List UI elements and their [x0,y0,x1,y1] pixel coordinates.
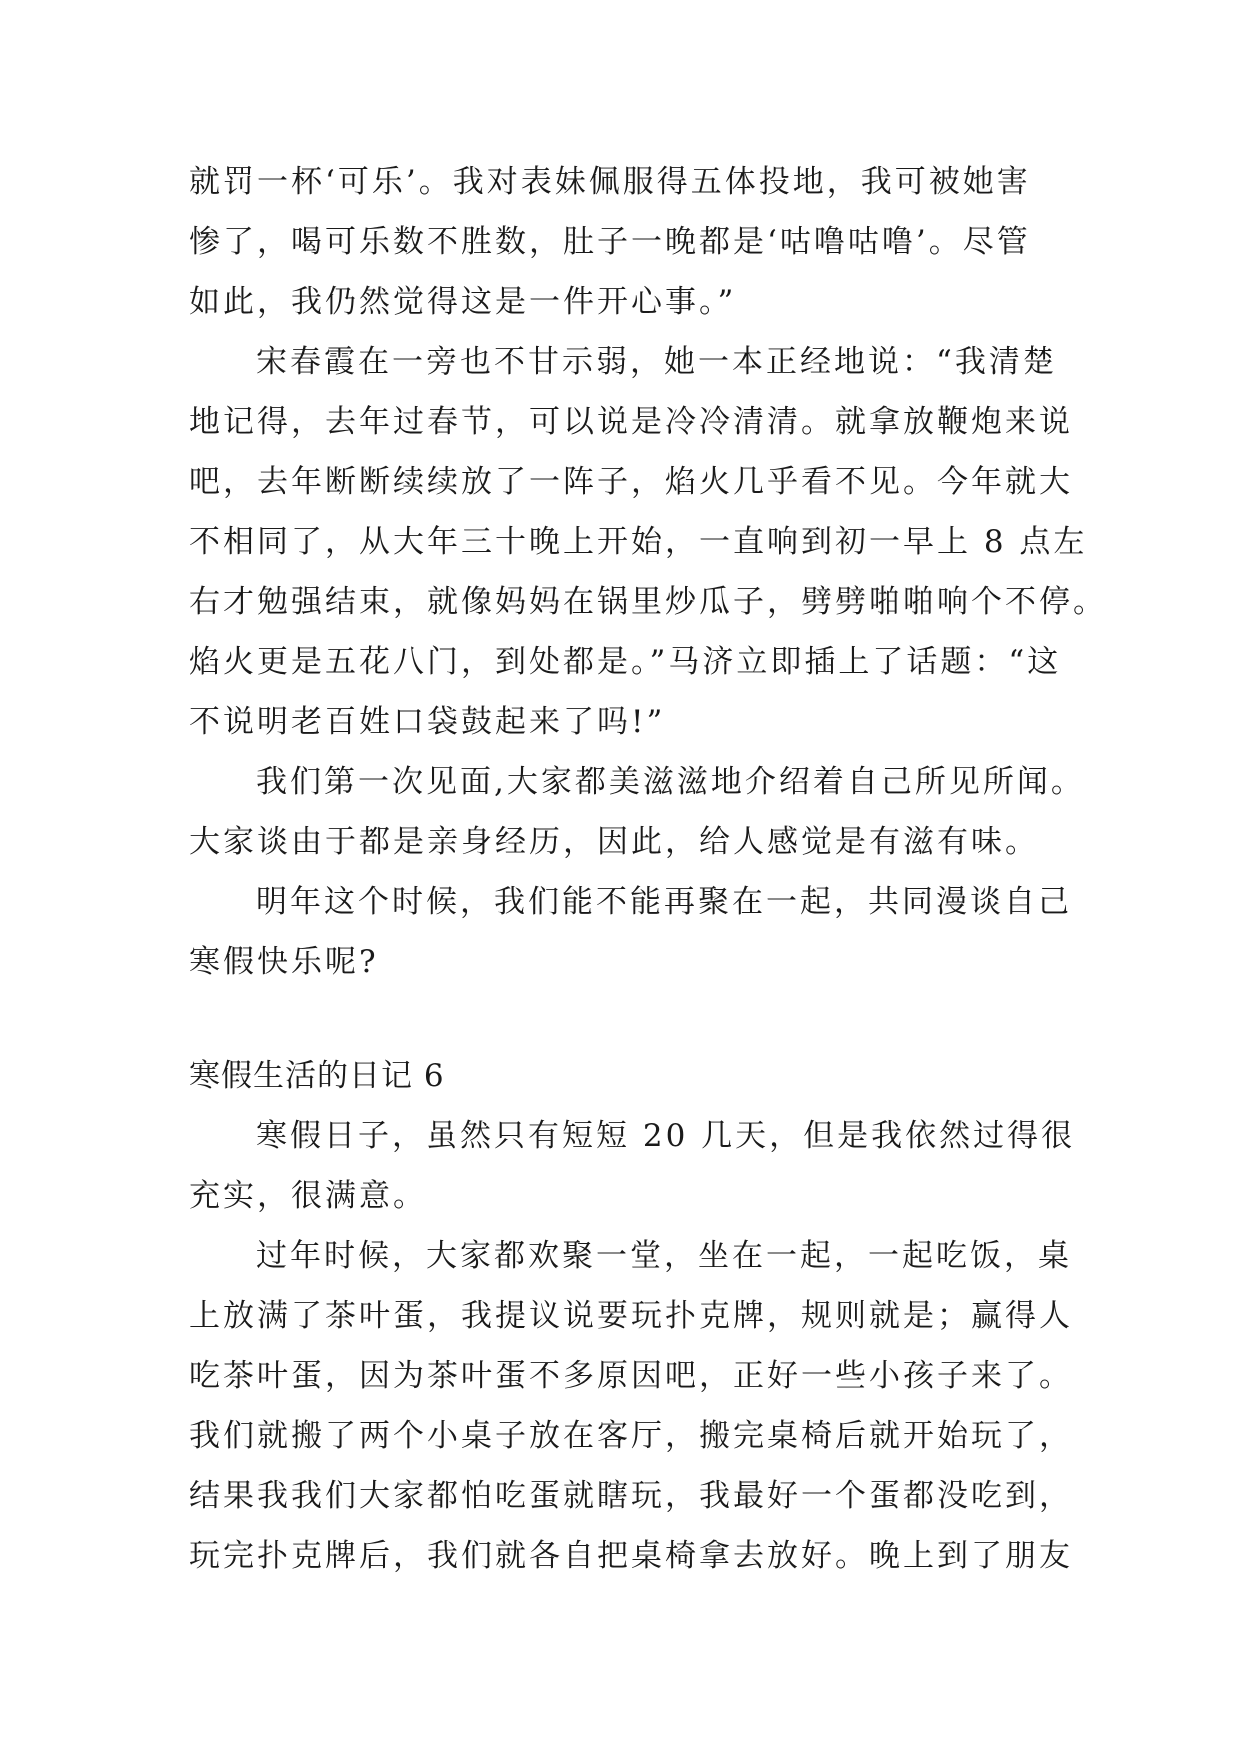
text-line-22: 结果我我们大家都怕吃蛋就瞎玩，我最好一个蛋都没吃到， [189,1478,1073,1514]
text-line-1: 就罚一杯‘可乐’。我对表妹佩服得五体投地，我可被她害 [189,164,1031,200]
paragraph-start-line: 我们第一次见面,大家都美滋滋地介绍着自己所见所闻。 [256,764,1085,800]
text-line-23: 玩完扑克牌后，我们就各自把桌椅拿去放好。晚上到了朋友 [189,1538,1073,1574]
paragraph-start-line: 明年这个时候，我们能不能再聚在一起，共同漫谈自己 [256,884,1072,920]
text-line-10: 不说明老百姓口袋鼓起来了吗!” [189,704,666,740]
text-line-19: 上放满了茶叶蛋，我提议说要玩扑克牌，规则就是；赢得人 [189,1298,1073,1334]
text-line-7: 不相同了，从大年三十晚上开始，一直响到初一早上 8 点左 [189,524,1088,560]
text-line-20: 吃茶叶蛋，因为茶叶蛋不多原因吧，正好一些小孩子来了。 [189,1358,1073,1394]
text-line-6: 吧，去年断断续续放了一阵子，焰火几乎看不见。今年就大 [189,464,1073,500]
text-line-8: 右才勉强结束，就像妈妈在锅里炒瓜子，劈劈啪啪响个不停。 [189,584,1107,620]
text-line-5: 地记得，去年过春节，可以说是冷冷清清。就拿放鞭炮来说 [189,404,1073,440]
paragraph-start-line: 宋春霞在一旁也不甘示弱，她一本正经地说：“我清楚 [256,344,1057,380]
text-line-14: 寒假快乐呢? [189,944,379,980]
paragraph-start-line: 寒假日子，虽然只有短短 20 几天，但是我依然过得很 [256,1118,1076,1154]
paragraph-start-line: 过年时候，大家都欢聚一堂，坐在一起，一起吃饭，桌 [256,1238,1072,1274]
section-heading: 寒假生活的日记 6 [189,1058,445,1094]
text-line-2: 惨了，喝可乐数不胜数，肚子一晚都是‘咕噜咕噜’。尽管 [189,224,1031,260]
text-line-3: 如此，我仍然觉得这是一件开心事。” [189,284,737,320]
text-line-21: 我们就搬了两个小桌子放在客厅，搬完桌椅后就开始玩了， [189,1418,1073,1454]
text-line-12: 大家谈由于都是亲身经历，因此，给人感觉是有滋有味。 [189,824,1039,860]
text-line-9: 焰火更是五花八门，到处都是。”马济立即插上了话题：“这 [189,644,1062,680]
text-line-17: 充实，很满意。 [189,1178,427,1214]
